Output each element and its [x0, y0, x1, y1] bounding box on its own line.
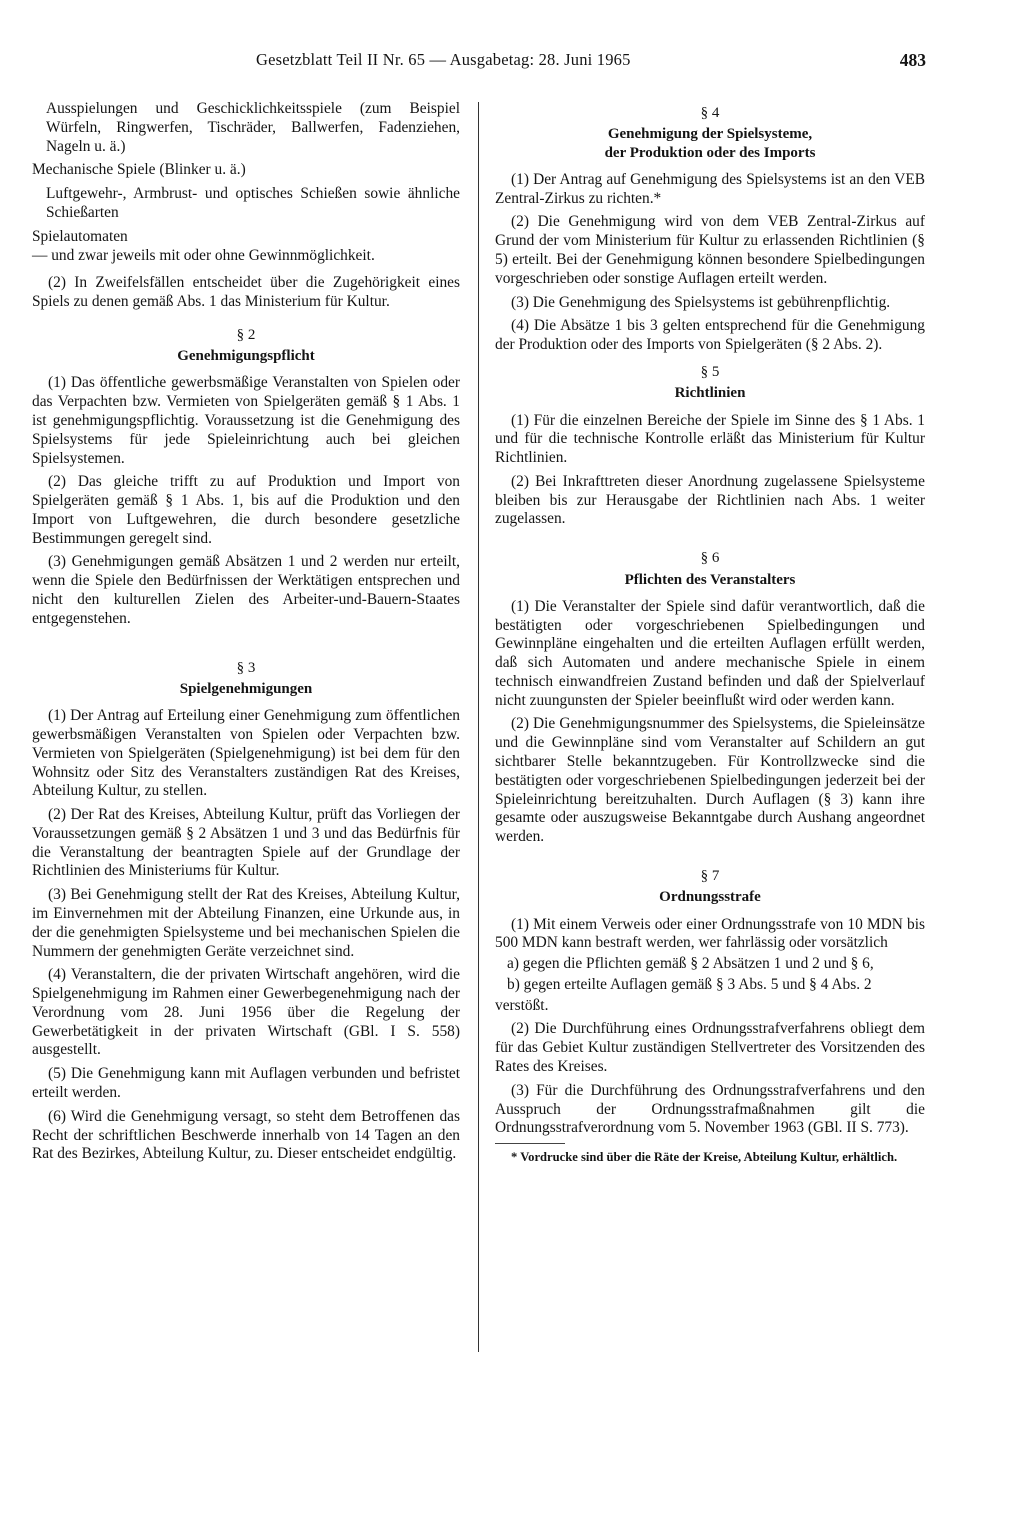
paragraph: (1) Die Veranstalter der Spiele sind dafür verantwortlich, daß die bestätigten oder vorgeschriebenen Spielbedingungen und Gewinnpläne eingehalten und die erteilten Auflagen erfüllt werden, daß sich Automaten und andere mechanische Spiele in einem technisch einwandfreien Zustand befinden und daß der Spielverlauf nicht zuungunsten der Spieler beeinflußt wird oder werden kann. [495, 597, 925, 709]
list-item: Mechanische Spiele (Blinker u. ä.) [32, 161, 246, 179]
paragraph: (1) Mit einem Verweis oder einer Ordnungsstrafe von 10 MDN bis 500 MDN kann bestraft werden, wer fahrlässig oder vorsätzlich [495, 915, 925, 952]
paragraph: (3) Für die Durchführung des Ordnungsstrafverfahrens und den Ausspruch der Ordnungsstrafmaßnahmen gilt die Ordnungsstrafverordnung vom 5. November 1963 (GBl. II S. 773). [495, 1081, 925, 1137]
paragraph: (2) Bei Inkrafttreten dieser Anordnung zugelassene Spielsysteme bleiben bis zur Herausgabe der Richtlinien nach Abs. 1 weiter zugelassen. [495, 472, 925, 528]
footnote-rule [495, 1143, 565, 1144]
section-number: § 3 [236, 659, 256, 676]
paragraph: (2) Das gleiche trifft zu auf Produktion und Import von Spielgeräten gemäß § 1 Abs. 1, bis auf die Produktion und den Import von Luftgewehren, die durch besondere gesetzliche Bestimmungen geregelt sind. [32, 473, 460, 547]
paragraph: (1) Der Antrag auf Genehmigung des Spielsystems ist an den VEB Zentral-Zirkus zu richten.* [495, 170, 925, 207]
paragraph: (2) Die Durchführung eines Ordnungsstrafverfahrens obliegt dem für das Gebiet Kultur zuständigen Stellvertreter des Vorsitzenden des Rates des Kreises. [495, 1020, 925, 1076]
paragraph: verstößt. [495, 996, 549, 1014]
page-number: 483 [899, 50, 926, 70]
paragraph: (3) Genehmigungen gemäß Absätzen 1 und 2 werden nur erteilt, wenn die Spiele den Bedürfnissen der Werktätigen entsprechen und nicht den kulturellen Zielen des Arbeiter-und-Bauern-Staates entgegenstehen. [32, 553, 460, 627]
list-item: Ausspielungen und Geschicklichkeitsspiele (zum Beispiel Würfeln, Ringwerfen, Tischräder, Ballwerfen, Fadenziehen, Nageln u. ä.) [46, 100, 460, 155]
paragraph: (2) Die Genehmigungsnummer des Spielsystems, die Spieleinsätze und die Gewinnpläne sind vom Veranstalter auf Schildern an gut sichtbarer Stelle bekanntzugeben. Für Kontrollzwecke sind die bestätigten oder vorgeschriebenen Spielbedingungen jederzeit bei der Spieleinrichtung bereitzuhalten. Durch Auflagen (§ 3) kann ihre gesamte oder auszugsweise Bekanntgabe durch Aushang angeordnet werden. [495, 715, 925, 846]
section-title: Genehmigungspflicht [177, 348, 315, 365]
paragraph: (3) Die Genehmigung des Spielsystems ist gebührenpflichtig. [511, 293, 891, 311]
paragraph: (2) In Zweifelsfällen entscheidet über die Zugehörigkeit eines Spiels zu denen gemäß Abs. 1 das Ministerium für Kultur. [32, 274, 460, 311]
running-header [256, 50, 926, 74]
section-number: § 2 [236, 326, 256, 343]
paragraph: (3) Bei Genehmigung stellt der Rat des Kreises, Abteilung Kultur, im Einvernehmen mit der Abteilung Finanzen, eine Urkunde aus, in der die genehmigten Spielsysteme und bei mechanischen Spielen die Nummern der genehmigten Geräte verzeichnet sind. [32, 886, 460, 960]
paragraph: (6) Wird die Genehmigung versagt, so steht dem Betroffenen das Recht der schriftlichen Beschwerde innerhalb von 14 Tagen an den Rat des Bezirkes, Abteilung Kultur, zu. Dieser entscheidet endgültig. [32, 1107, 460, 1163]
paragraph: (2) Der Rat des Kreises, Abteilung Kultur, prüft das Vorliegen der Voraussetzungen gemäß § 2 Absätzen 1 und 3 und das Bedürfnis für die Veranstaltung der beantragten Spiele auf der Grundlage der Richtlinien des Ministeriums für Kultur. [32, 806, 460, 880]
list-item: b) gegen erteilte Auflagen gemäß § 3 Abs. 5 und § 4 Abs. 2 [507, 975, 872, 993]
section-title: Richtlinien [674, 385, 746, 402]
paragraph: (1) Für die einzelnen Bereiche der Spiele im Sinne des § 1 Abs. 1 und für die technische Kontrolle erläßt das Ministerium für Kultur Richtlinien. [495, 411, 925, 467]
paragraph: (4) Veranstaltern, die der privaten Wirtschaft angehören, wird die Spielgenehmigung im Rahmen einer Gewerbegenehmigung nach der Verordnung vom 28. Juni 1956 über die Regelung der Gewerbetätigkeit in der privaten Wirtschaft (GBl. I S. 558) ausgestellt. [32, 966, 460, 1059]
section-number: § 6 [700, 550, 720, 567]
list-item: — und zwar jeweils mit oder ohne Gewinnmöglichkeit. [32, 247, 375, 265]
list-item: Luftgewehr-, Armbrust- und optisches Schießen sowie ähnliche Schießarten [46, 185, 460, 221]
column-divider [478, 102, 479, 1352]
running-title: Gesetzblatt Teil II Nr. 65 — Ausgabetag: 28. Juni 1965 [256, 50, 631, 69]
paragraph: (5) Die Genehmigung kann mit Auflagen verbunden und befristet erteilt werden. [32, 1065, 460, 1101]
paragraph: (1) Der Antrag auf Erteilung einer Genehmigung zum öffentlichen gewerbsmäßigen Veranstalten von Spielen oder Verpachten bzw. Vermieten von Spielgeräten (Spielgenehmigung) ist bei dem für den Wohnsitz oder Sitz des Veranstalters zuständigen Rat des Kreises, Abteilung Kultur, zu stellen. [32, 707, 460, 800]
left-column [32, 100, 460, 1169]
section-title: Genehmigung der Spielsysteme, [607, 126, 813, 143]
list-item: a) gegen die Pflichten gemäß § 2 Absätzen 1 und 2 und § 6, [507, 955, 874, 973]
section-title: Ordnungsstrafe [659, 889, 761, 906]
section-number: § 5 [700, 363, 720, 380]
footnote: * Vordrucke sind über die Räte der Kreise, Abteilung Kultur, erhältlich. [511, 1150, 898, 1165]
section-title: der Produktion oder des Imports [604, 144, 816, 161]
section-number: § 4 [700, 105, 720, 121]
paragraph: (1) Das öffentliche gewerbsmäßige Veranstalten von Spielen oder das Verpachten bzw. Vermieten von Spielgeräten gemäß § 1 Abs. 1 ist genehmigungspflichtig. Voraussetzung ist die Genehmigung des Spielsystems für jede Spieleinrichtung auch bei gleichen Spielsystemen. [32, 374, 460, 467]
section-title: Spielgenehmigungen [179, 680, 313, 697]
list-item: Spielautomaten [32, 227, 128, 245]
paragraph: (4) Die Absätze 1 bis 3 gelten entsprechend für die Genehmigung der Produktion oder des Imports von Spielgeräten (§ 2 Abs. 2). [495, 317, 925, 354]
paragraph: (2) Die Genehmigung wird von dem VEB Zentral-Zirkus auf Grund der vom Ministerium für Kultur zu erlassenden Richtlinien (§ 5) erteilt. Bei der Genehmigung können besondere Spielbedingungen vorgeschrieben oder sonstige Auflagen erteilt werden. [495, 213, 925, 287]
section-title: Pflichten des Veranstalters [624, 571, 796, 588]
right-column [495, 100, 925, 1171]
section-number: § 7 [700, 867, 720, 884]
